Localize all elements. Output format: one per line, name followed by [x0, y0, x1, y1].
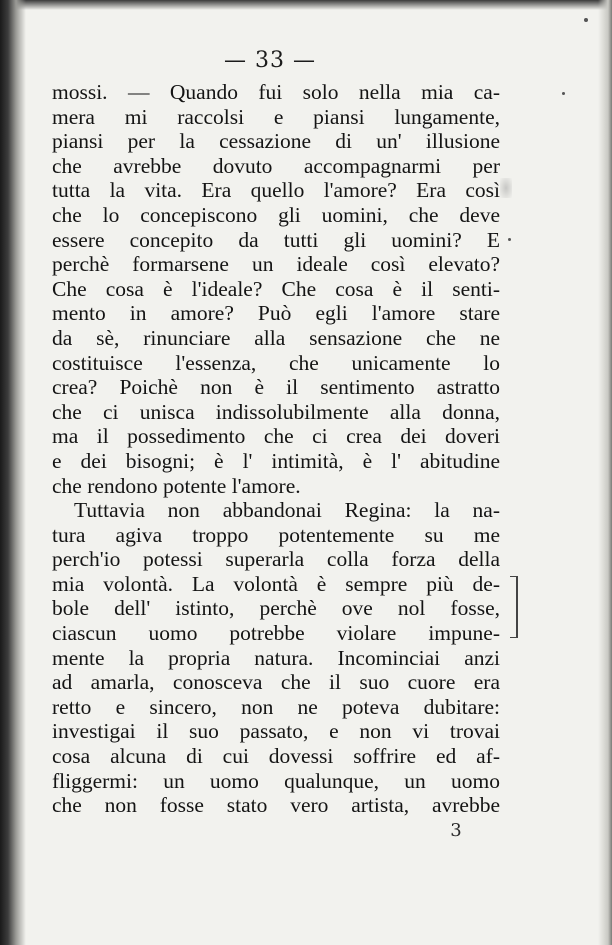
text-line: tutta la vita. Era quello l'amore? Era così: [52, 178, 500, 203]
page-right-edge: [598, 0, 612, 945]
text-line: ma il possedimento che ci crea dei doveri: [52, 424, 500, 449]
text-line: ciascun uomo potrebbe violare impune-: [52, 621, 500, 646]
text-line: da sè, rinunciare alla sensazione che ne: [52, 325, 500, 350]
text-line: bole dell' istinto, perchè ove nol fosse,: [52, 596, 500, 621]
text-line: essere concepito da tutti gli uomini? E: [52, 227, 500, 252]
text-line: che lo concepiscono gli uomini, che deve: [52, 202, 500, 227]
text-line: Tuttavia non abbandonai Regina: la na-: [74, 498, 500, 523]
margin-bracket-mark: [510, 576, 518, 638]
text-line: fliggermi: un uomo qualunque, un uomo: [52, 768, 500, 793]
text-line: Che cosa è l'ideale? Che cosa è il senti-: [52, 276, 500, 301]
page-top-shadow: [0, 0, 612, 10]
text-line: mossi. — Quando fui solo nella mia ca-: [52, 80, 500, 104]
text-line: che rendono potente l'amore.: [52, 473, 301, 498]
text-line: che non fosse stato vero artista, avrebbe: [52, 793, 500, 818]
text-line: mera mi raccolsi e piansi lungamente,: [52, 104, 500, 129]
body-text: [52, 80, 500, 818]
text-line: che ci unisca indissolubilmente alla donna,: [52, 399, 500, 424]
text-line: investigai il suo passato, e non vi trovai: [52, 719, 500, 744]
text-line: tura agiva troppo potentemente su me: [52, 522, 500, 547]
text-line: cosa alcuna di cui dovessi soffrire ed af-: [52, 744, 500, 769]
speck-mark: [562, 92, 565, 95]
text-line: crea? Poichè non è il sentimento astratto: [52, 375, 500, 400]
book-binding-edge: [0, 0, 26, 945]
text-line: mia volontà. La volontà è sempre più de-: [52, 571, 500, 596]
text-line: perch'io potessi superarla colla forza della: [52, 547, 500, 572]
text-line: mente la propria natura. Incominciai anzi: [52, 645, 500, 670]
text-line: e dei bisogni; è l' intimità, è l' abitudine: [52, 448, 500, 473]
text-line: retto e sincero, non ne poteva dubitare:: [52, 694, 500, 719]
page-number: — 33 —: [224, 48, 316, 73]
ink-smudge: [500, 178, 512, 198]
text-line: che avrebbe dovuto accompagnarmi per: [52, 153, 500, 178]
speck-mark: [584, 18, 588, 22]
speck-mark: [508, 238, 511, 241]
text-line: ad amarla, conosceva che il suo cuore era: [52, 670, 500, 695]
text-line: mento in amore? Può egli l'amore stare: [52, 301, 500, 326]
signature-mark: 3: [450, 820, 462, 841]
text-line: piansi per la cessazione di un' illusione: [52, 129, 500, 154]
text-line: perchè formarsene un ideale così elevato?: [52, 252, 500, 277]
text-line: costituisce l'essenza, che unicamente lo: [52, 350, 500, 375]
